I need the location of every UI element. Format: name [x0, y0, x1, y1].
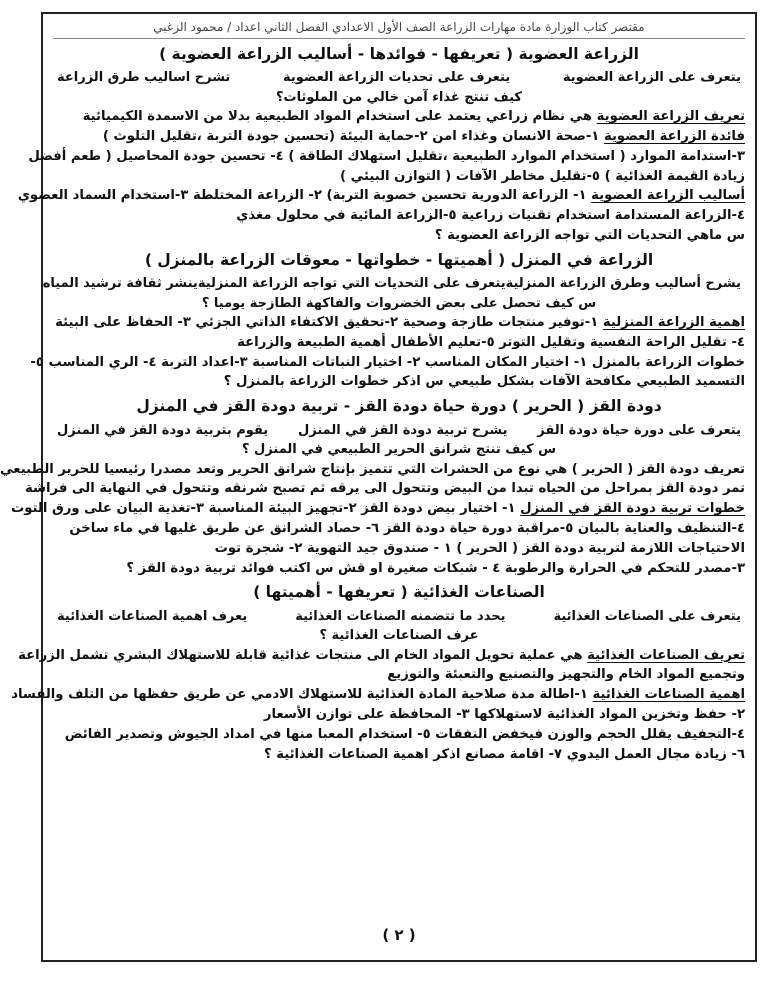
definition-line: [18, 646, 745, 666]
importance-line: ٦- زيادة مجال العمل اليدوي ٧- اقامة مصانع اذكر اهمية الصناعات الغذائية ؟: [263, 746, 745, 762]
importance-label: اهمية الصناعات الغذائية: [592, 687, 745, 703]
definition-line: [53, 107, 745, 127]
document-page: [0, 12, 757, 962]
methods-line: ٤-الزراعة المستدامة استخدام تقنيات زراعية ٥-الزراعة المائية في محلول مغذي: [236, 208, 745, 224]
definition-line: وتجميع المواد الخام والتجهيز والتصنيع والتعبئة والتوزيع: [387, 667, 745, 683]
methods-text: ١- الزراعة الدورية تحسين خصوبة التربة) ٢- الزراعة المختلطة ٣-استخدام السماد العضوي: [17, 188, 592, 204]
benefits-line: ٣-استدامة الموارد ( استخدام الموارد الطبيعية ،تقليل استهلاك الطاقة ) ٤- تحسين جودة المحاصيل ( طعم أفضل: [28, 148, 745, 164]
steps-text: ١- اختيار بيض دودة القز ٢-تجهيز البيئة المناسبة ٣-تغذية البيان على ورق التوت: [11, 501, 521, 517]
objective: يشرح تربية دودة القز في المنزل: [297, 422, 508, 438]
definition-line: تعريف دودة القز ( الحرير ) هي نوع من الحشرات التي تتميز بإنتاج شرانق الحرير وتعد مصدرا رئيسيا للحرير الطبيعي: [0, 461, 745, 477]
section-title-home-farming: الزراعة في المنزل ( أهميتها - خطواتها - معوقات الزراعة بالمنزل ): [144, 250, 654, 269]
question: س كيف تحصل على بعض الخضروات والفاكهة الطازجة يوميا ؟: [201, 295, 597, 311]
importance-line: ٢- حفظ وتخزين المواد الغذائية لاستهلاكها ٣- المحافظة على توازن الأسعار: [263, 706, 745, 722]
definition-text: هي عملية تحويل المواد الخام الى منتجات غذائية قابلة للاستهلاك البشري تشمل الزراعة: [18, 647, 588, 663]
objective: يعرف اهمية الصناعات الغذائية: [57, 608, 248, 624]
page-header: مقتصر كتاب الوزارة مادة مهارات الزراعة الصف الأول الاعدادي الفصل الثاني اعداد / محمود الزغبي: [53, 18, 745, 39]
benefits-line: [53, 127, 745, 147]
definition-label: تعريف الصناعات الغذائية: [587, 647, 745, 663]
benefits-text: ١-صحة الانسان وغذاء امن ٢-حماية البيئة (تحسين جودة التربة ،تقليل التلوث ): [102, 129, 604, 145]
objective: يتعرف على الصناعات الغذائية: [553, 608, 741, 624]
importance-line: ٤-التجفيف يقلل الحجم والوزن فيخفض النفقات ٥- استخدام المعبا منها في امداد الجيوش وتصدير الفائض: [64, 726, 745, 742]
section-title-silkworm: دودة القز ( الحرير ) دورة حياة دودة القز - تربية دودة القز في المنزل: [136, 397, 662, 416]
objective: يشرح أساليب وطرق الزراعة المنزلية: [505, 276, 741, 292]
benefits-line: زيادة القيمة الغذائية ) ٥-تقليل مخاطر الآفات ( التوازن البيئي ): [339, 168, 745, 184]
question: عرف الصناعات الغذائية ؟: [319, 628, 479, 644]
steps-label: خطوات تربية دودة القز في المنزل: [520, 501, 745, 517]
definition-text: هي نظام زراعي يعتمد على استخدام المواد الطبيعية بدلا من الاسمدة الكيميائية: [82, 109, 597, 125]
objectives-row: [53, 607, 745, 627]
objective: يتعرف على تحديات الزراعة العضوية: [282, 70, 511, 86]
objectives-row: [42, 274, 745, 294]
question: س كيف تنتج شرانق الحرير الطبيعي في المنزل ؟: [241, 442, 557, 458]
steps-line: ٤-التنظيف والعناية بالبيان ٥-مراقبة دورة حياة دودة القز ٦- حصاد الشرانق عن طريق غليها في ماء ساخن: [69, 520, 745, 536]
objective: تشرح اساليب طرق الزراعة: [57, 70, 231, 86]
question: كيف تنتج غذاء آمن خالي من الملوثات؟: [276, 89, 522, 105]
objective: يتعرف على التحديات التي تواجه الزراعة المنزلية: [197, 276, 506, 292]
benefits-label: فائدة الزراعة العضوية: [603, 129, 745, 145]
section-title-food-industries: الصناعات الغذائية ( تعريفها - أهميتها ): [253, 583, 545, 602]
steps-line: خطوات الزراعة بالمنزل ١- اختيار المكان المناسب ٢- اختيار النباتات المناسبة ٣-اعداد التربة ٤- الري المناسب ٥-: [30, 354, 745, 370]
importance-line: ٤- تقليل الراحة النفسية وتقليل التوتر ٥-تعليم الأطفال أهمية الطبيعة والزراعة: [237, 334, 745, 350]
needs-line: ٣-مصدر للتحكم في الحرارة والرطوبة ٤ - شبكات صغيرة او قش س اكتب فوائد تربية دودة القز ؟: [126, 560, 745, 576]
importance-line: [53, 313, 745, 333]
importance-text: ١-توفير منتجات طازجة وصحية ٢-تحقيق الاكتفاء الذاتي الجزئي ٣- الحفاظ على البيئة: [55, 315, 603, 331]
needs-line: الاحتياجات اللازمة لتربية دودة القز ( الحرير ) ١ - صندوق جيد التهوية ٢- شجرة توت: [214, 540, 745, 556]
objectives-row: [53, 421, 745, 441]
question: س ماهي التحديات التي تواجه الزراعة العضوية ؟: [434, 228, 745, 244]
importance-text: ١-اطالة مدة صلاحية المادة الغذائية للاستهلاك الادمي عن طريق حفظها من التلف والفساد: [11, 687, 593, 703]
importance-line: [11, 685, 745, 705]
steps-line: [11, 499, 745, 519]
steps-line: التسميد الطبيعي مكافحة الآفات بشكل طبيعي س اذكر خطوات الزراعة بالمنزل ؟: [223, 374, 745, 390]
objective: يقوم بتربية دودة القز في المنزل: [57, 422, 269, 438]
objective: يحدد ما تتضمنه الصناعات الغذائية: [295, 608, 506, 624]
methods-label: أساليب الزراعة العضوية: [591, 188, 745, 204]
importance-label: اهمية الزراعة المنزلية: [602, 315, 745, 331]
objective: ينشر ثقافة ترشيد المياه: [42, 276, 198, 292]
section-title-organic-farming: الزراعة العضوية ( تعريفها - فوائدها - أساليب الزراعة العضوية ): [159, 45, 639, 63]
methods-line: [17, 186, 745, 206]
definition-label: تعريف الزراعة العضوية: [596, 109, 745, 125]
objective: يتعرف على الزراعة العضوية: [562, 70, 741, 86]
objective: يتعرف على دورة حياة دودة القز: [537, 422, 741, 438]
objectives-row: [53, 68, 745, 88]
definition-line: تمر دودة القز بمراحل من الحياه تبدا من البيض وتتحول الى يرقه ثم تصبح شرنقه وتتحول في النهاية الى فراشة: [25, 481, 745, 497]
page-number: ( ٢ ): [382, 925, 416, 944]
